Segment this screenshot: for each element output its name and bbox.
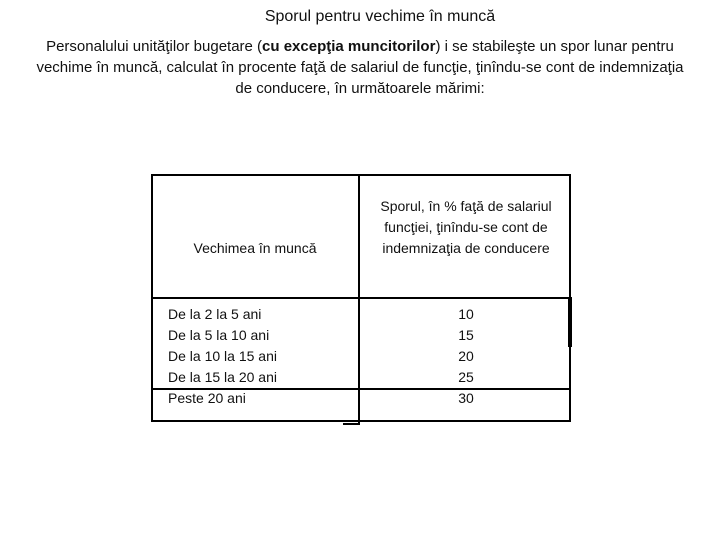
intro-text-part2: ) i se stabileşte un spor lunar pentru vechime în muncă, calculat în procente faţă de salariul de funcţie, ţinîndu-se cont de indemnizaţia de conducere, în următoarele mărimi:	[36, 38, 684, 97]
table-border-top	[151, 174, 571, 176]
header-seniority: Vechimea în muncă	[193, 240, 317, 256]
table-row-range: De la 10 la 15 ani	[168, 348, 277, 364]
table-row-value: 10	[458, 306, 474, 322]
table-row-value: 30	[458, 390, 474, 406]
table-row-range: De la 15 la 20 ani	[168, 369, 277, 385]
intro-text-part1: Personalului unităţilor bugetare (	[46, 38, 263, 55]
intro-paragraph	[30, 36, 690, 99]
seniority-column	[168, 304, 277, 409]
table-row-value: 20	[458, 348, 474, 364]
table-row-value: 25	[458, 369, 474, 385]
seniority-bonus-table	[151, 174, 571, 422]
table-row-range: De la 2 la 5 ani	[168, 306, 262, 322]
bonus-column	[361, 304, 571, 409]
intro-text-bold: cu excepţia muncitorilor	[262, 38, 436, 55]
table-divider-tick	[343, 423, 360, 425]
table-row-range: Peste 20 ani	[168, 390, 246, 406]
table-row-value: 15	[458, 327, 474, 343]
table-column-divider	[358, 174, 360, 424]
table-row-range: De la 5 la 10 ani	[168, 327, 270, 343]
page-title: Sporul pentru vechime în muncă	[264, 8, 496, 25]
header-bonus-percent: Sporul, în % faţă de salariul funcţiei, ţinîndu-se cont de indemnizaţia de conducere	[380, 198, 552, 256]
table-border-bottom	[151, 420, 571, 422]
